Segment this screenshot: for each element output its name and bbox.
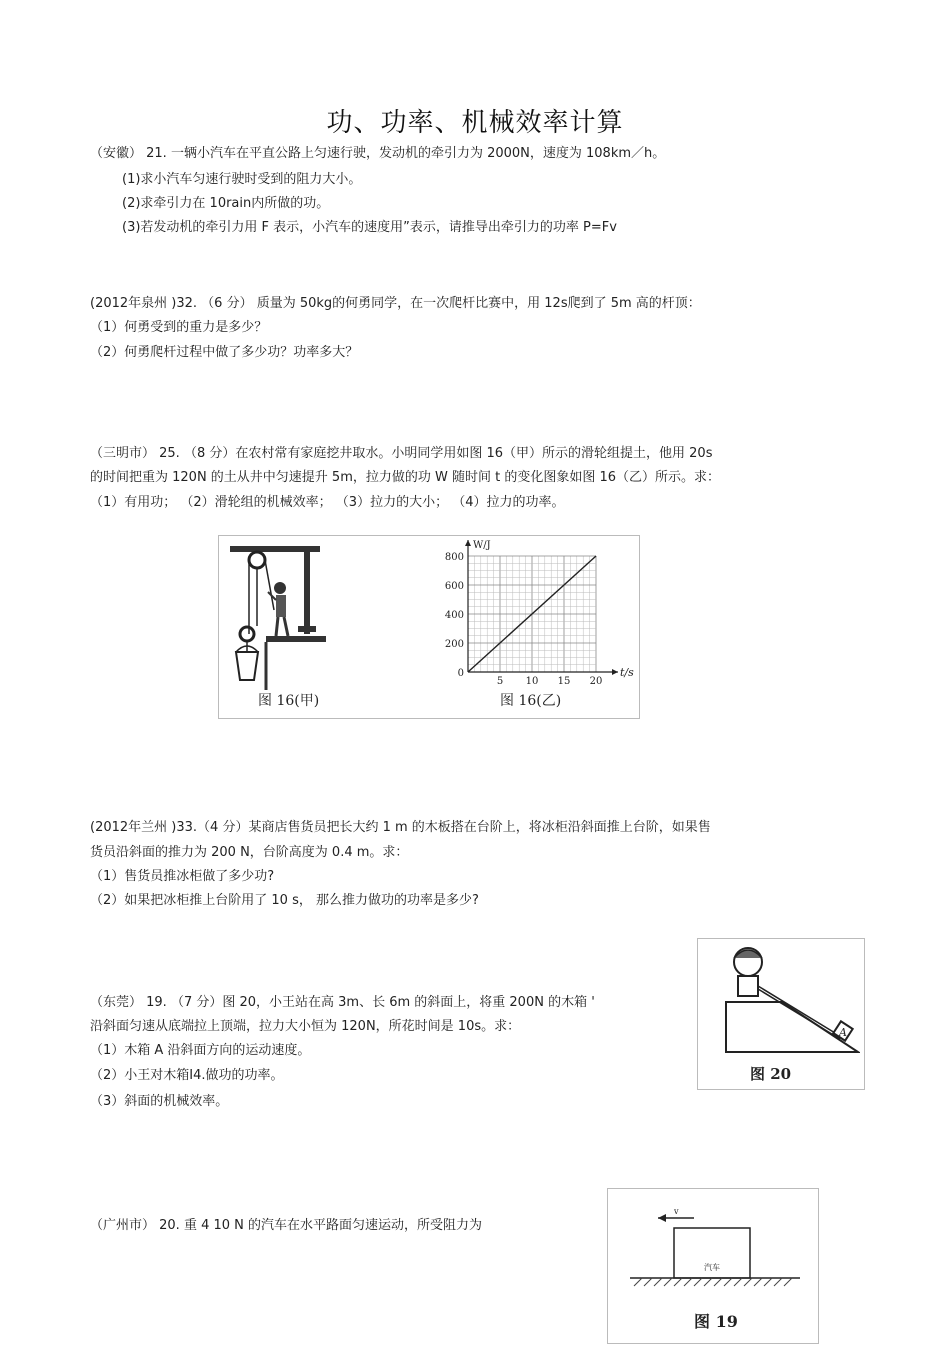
figure-16b-work-time-graph [436,538,636,688]
problem-3-head: （三明市） 25. （8 分）在农村常有家庭挖井取水。小明同学用如图 16（甲）所示的滑轮组提土，他用 20s [90,446,713,461]
y-tick-label: 400 [444,610,464,621]
x-axis-unit: t/s [620,666,634,679]
x-tick-label: 20 [589,676,603,687]
problem-4-item-1: （1）售货员推冰柜做了多少功? [90,869,275,884]
problem-4-head-cont: 货员沿斜面的推力为 200 N，台阶高度为 0.4 m。求： [90,845,409,860]
figure-16a-caption: 图 16(甲) [258,693,320,709]
problem-1-head: （安徽） 21. 一辆小汽车在平直公路上匀速行驶，发动机的牵引力为 2000N，速度为 108km／h。 [90,146,666,161]
x-tick-label: 10 [525,676,539,687]
problem-3-item-1: （1）有用功； （2）滑轮组的机械效率； （3）拉力的大小； （4）拉力的功率。 [90,495,565,510]
problem-1-item-2: (2)求牵引力在 10rain内所做的功。 [122,196,330,211]
problem-5-item-2: （2）小王对木箱I4.做功的功率。 [90,1068,284,1083]
figure-19-car-illustration [610,1192,815,1302]
figure-20-caption: 图 20 [750,1065,792,1083]
x-tick-label: 15 [557,676,571,687]
problem-1-item-3: (3)若发动机的牵引力用 F 表示，小汽车的速度用”表示，请推导出牵引力的功率 P=Fv [122,220,617,235]
y-tick-label: 800 [444,552,464,563]
x-tick-label: 5 [496,676,504,687]
problem-1-item-1: (1)求小汽车匀速行驶时受到的阻力大小。 [122,172,362,187]
problem-2-item-2: （2）何勇爬杆过程中做了多少功？功率多大？ [90,345,359,360]
figure-19-caption: 图 19 [694,1312,738,1331]
figure-20-incline-illustration [700,940,860,1058]
problem-3-head-cont: 的时间把重为 120N 的土从井中匀速提升 5m，拉力做的功 W 随时间 t 的变化图象如图 16（乙）所示。求： [90,470,721,485]
page-title: 功、功率、机械效率计算 [326,108,624,138]
problem-5-item-3: （3）斜面的机械效率。 [90,1094,229,1109]
problem-5-head: （东莞） 19. （7 分）图 20，小王站在高 3m、长 6m 的斜面上，将重 200N 的木箱 ' [90,995,595,1010]
problem-2-head: (2012年泉州 )32. （6 分） 质量为 50kg的何勇同学，在一次爬杆比赛中，用 12s爬到了 5m 高的杆顶： [90,296,701,311]
x-axis-arrow [612,669,618,675]
y-tick-label: 0 [457,668,464,679]
figure-16b-caption: 图 16(乙) [500,693,562,709]
problem-4-item-2: （2）如果把冰柜推上台阶用了 10 s， 那么推力做功的功率是多少? [90,893,479,908]
y-axis-arrow [465,540,471,546]
problem-4-head: (2012年兰州 )33.（4 分）某商店售货员把长大约 1 m 的木板搭在台阶上，将冰柜沿斜面推上台阶，如果售 [90,820,711,835]
figure-19-velocity-label: v [674,1207,679,1216]
figure-19-car-label: 汽车 [704,1263,720,1272]
y-axis-unit: W/J [473,540,491,551]
problem-2-item-1: （1）何勇受到的重力是多少？ [90,320,268,335]
problem-6-head: （广州市） 20. 重 4 10 N 的汽车在水平路面匀速运动，所受阻力为 [90,1218,483,1233]
figure-20-label-a: A [839,1026,847,1039]
y-tick-label: 200 [444,639,464,650]
figure-16a-pulley-illustration [222,540,332,690]
y-tick-label: 600 [444,581,464,592]
problem-5-head-cont: 沿斜面匀速从底端拉上顶端，拉力大小恒为 120N，所花时间是 10s。求： [90,1019,521,1034]
problem-5-item-1: （1）木箱 A 沿斜面方向的运动速度。 [90,1043,311,1058]
